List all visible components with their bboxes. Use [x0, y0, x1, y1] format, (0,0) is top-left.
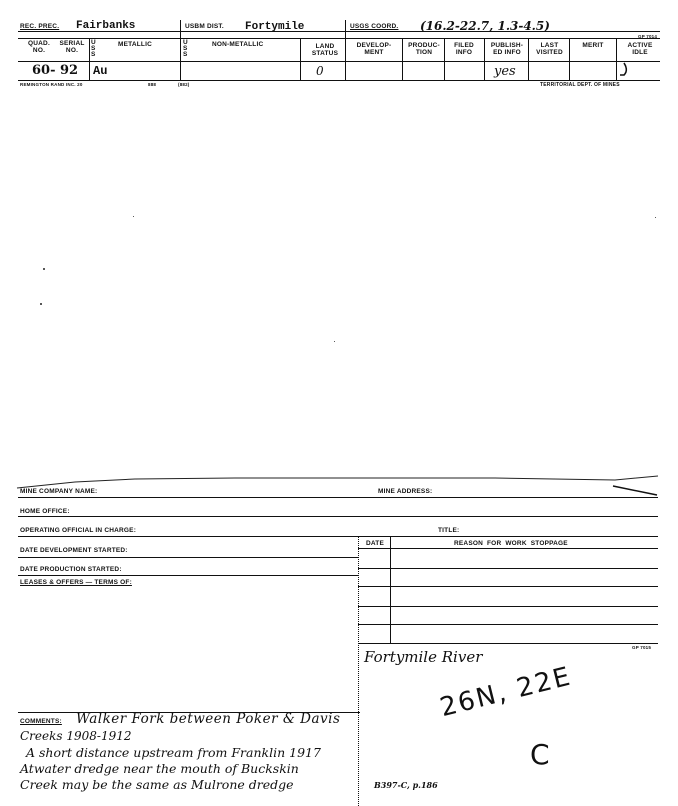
- comment-line-4: Atwater dredge near the mouth of Buckskin: [20, 761, 299, 776]
- col-development: DEVELOP- MENT: [356, 42, 392, 56]
- col-serial-no: SERIAL NO.: [59, 40, 85, 54]
- land-status-value: 0: [316, 64, 324, 78]
- usgs-coord-value: (16.2-22.7, 1.3-4.5): [420, 19, 550, 33]
- mine-company-label: MINE COMPANY NAME:: [20, 488, 98, 495]
- col-metallic: METALLIC: [118, 41, 152, 48]
- top-form-no: GP 7014: [638, 34, 658, 39]
- col-non-metallic: NON-METALLIC: [212, 41, 264, 48]
- col-published-info: PUBLISH- ED INFO: [490, 42, 524, 56]
- footer-printer: REMINGTON RAND INC. 20: [20, 82, 83, 87]
- col-production: PRODUC- TION: [408, 42, 440, 56]
- col-land-status: LAND STATUS: [311, 43, 339, 57]
- scan-speck: [133, 216, 134, 217]
- leases-label: LEASES & OFFERS — TERMS OF:: [20, 579, 132, 586]
- c-note: C: [530, 738, 550, 771]
- operating-official-label: OPERATING OFFICIAL IN CHARGE:: [20, 527, 137, 534]
- scan-speck: [40, 303, 42, 305]
- title-label: TITLE:: [438, 527, 460, 534]
- rec-prec-label: REC. PREC.: [20, 23, 60, 30]
- scan-speck: [43, 268, 45, 270]
- col-uss-1: U S S: [91, 39, 96, 58]
- col-quad-no: QUAD. NO.: [28, 40, 50, 54]
- col-uss-2: U S S: [183, 39, 188, 58]
- quad-serial-value: 60- 92: [32, 63, 79, 78]
- usbm-dist-value: Fortymile: [245, 21, 305, 33]
- comment-line-3: A short distance upstream from Franklin 1917: [26, 745, 321, 760]
- dev-started-label: DATE DEVELOPMENT STARTED:: [20, 547, 128, 554]
- footer-code-2: (882): [178, 82, 190, 87]
- card-top-edge: [15, 472, 660, 498]
- date-col-label: DATE: [366, 540, 385, 547]
- check-mark-icon: [616, 62, 634, 78]
- col-filed-info: FILED INFO: [454, 42, 474, 56]
- reason-col-label: REASON FOR WORK STOPPAGE: [454, 540, 568, 547]
- prod-started-label: DATE PRODUCTION STARTED:: [20, 566, 122, 573]
- township-note: 26N, 22E: [437, 661, 575, 724]
- comments-label: COMMENTS:: [20, 718, 62, 725]
- scan-speck: [655, 217, 656, 218]
- comment-line-2: Creeks 1908-1912: [20, 729, 132, 743]
- bottom-form-no: GP 7015: [632, 645, 652, 650]
- metallic-value: Au: [93, 64, 108, 78]
- comment-line-1: Walker Fork between Poker & Davis: [76, 711, 341, 727]
- scan-speck: [334, 341, 335, 342]
- home-office-label: HOME OFFICE:: [20, 508, 70, 515]
- col-active-idle: ACTIVE IDLE: [627, 42, 653, 56]
- river-note: Fortymile River: [364, 648, 483, 666]
- mine-address-label: MINE ADDRESS:: [378, 488, 433, 495]
- col-merit: MERIT: [582, 42, 604, 49]
- usbm-dist-label: USBM DIST.: [185, 23, 224, 30]
- col-last-visited: LAST VISITED: [536, 42, 563, 56]
- usgs-coord-label: USGS COORD.: [350, 23, 399, 30]
- published-info-value: yes: [494, 64, 516, 79]
- comment-ref: B397-C, p.186: [374, 780, 438, 790]
- rec-prec-value: Fairbanks: [76, 20, 136, 32]
- comment-line-5: Creek may be the same as Mulrone dredge: [20, 777, 294, 792]
- footer-dept: TERRITORIAL DEPT. OF MINES: [540, 82, 620, 88]
- footer-code-1: 888: [148, 82, 157, 87]
